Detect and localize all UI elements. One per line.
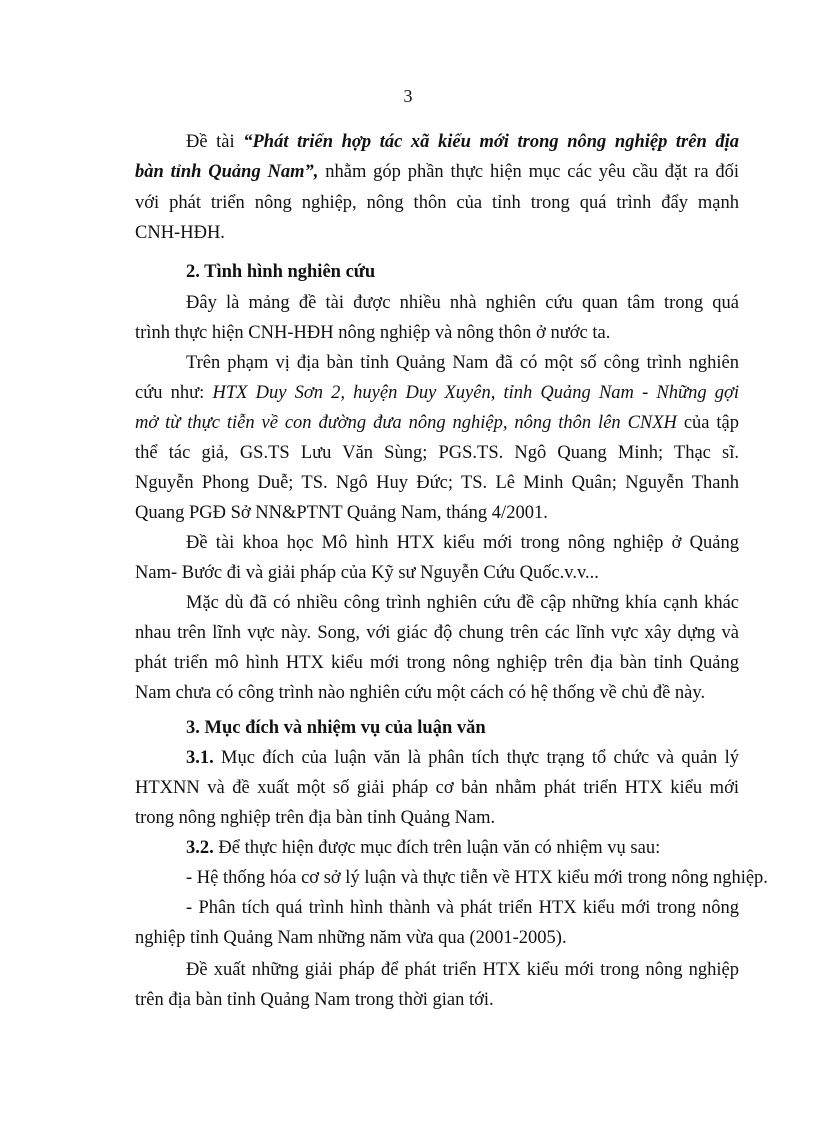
paragraph-3-line-3 xyxy=(135,408,739,438)
text-span: Đề tài xyxy=(186,132,244,152)
paragraph-9-line-2: nghiệp tỉnh Quảng Nam những năm vừa qua (2001-2005). xyxy=(135,928,567,948)
page-number: 3 xyxy=(403,86,413,106)
paragraph-9-line-1: - Phân tích quá trình hình thành và phát triển HTX kiểu mới trong nông xyxy=(186,898,739,918)
section-heading-3: 3. Mục đích và nhiệm vụ của luận văn xyxy=(186,718,486,738)
thesis-title-part-1: “Phát triển hợp tác xã kiểu mới trong nông nghiệp trên địa xyxy=(243,132,739,152)
cited-work-title: HTX Duy Sơn 2, huyện Duy Xuyên, tỉnh Quảng Nam - Những gợi xyxy=(212,383,739,403)
paragraph-5-line-2: nhau trên lĩnh vực này. Song, với giác độ chung trên các lĩnh vực xây dựng và xyxy=(135,623,739,643)
paragraph-5-line-4: Nam chưa có công trình nào nghiên cứu một cách có hệ thống về chủ đề này. xyxy=(135,683,706,703)
thesis-title-part-2: bàn tỉnh Quảng Nam”, xyxy=(135,162,319,182)
paragraph-2-line-2: trình thực hiện CNH-HĐH nông nghiệp và nông thôn ở nước ta. xyxy=(135,323,611,343)
paragraph-6-line-2: HTXNN và đề xuất một số giải pháp cơ bản nhằm phát triển HTX kiểu mới xyxy=(135,778,739,798)
paragraph-4-line-1: Đề tài khoa học Mô hình HTX kiểu mới trong nông nghiệp ở Quảng xyxy=(186,533,739,553)
text-span: nhằm góp phần thực hiện mục các yêu cầu đặt ra đối xyxy=(318,162,739,182)
paragraph-10-line-2: trên địa bàn tỉnh Quảng Nam trong thời gian tới. xyxy=(135,990,494,1010)
paragraph-1-line-4: CNH-HĐH. xyxy=(135,223,225,243)
paragraph-7-line-1 xyxy=(186,833,739,863)
paragraph-1-line-2 xyxy=(135,157,739,187)
paragraph-3-line-4: thể tác giả, GS.TS Lưu Văn Sùng; PGS.TS. Ngô Quang Minh; Thạc sĩ. xyxy=(135,443,739,463)
paragraph-6-line-3: trong nông nghiệp trên địa bàn tỉnh Quảng Nam. xyxy=(135,808,496,828)
paragraph-4-line-2: Nam- Bước đi và giải pháp của Kỹ sư Nguyễn Cứu Quốc.v.v... xyxy=(135,563,599,583)
text-span: cứu như: xyxy=(135,383,213,403)
paragraph-3-line-2 xyxy=(135,378,739,408)
subsection-number: 3.2. xyxy=(186,838,214,858)
paragraph-5-line-1: Mặc dù đã có nhiều công trình nghiên cứu đề cập những khía cạnh khác xyxy=(186,593,739,613)
paragraph-8-line-1: - Hệ thống hóa cơ sở lý luận và thực tiễn về HTX kiểu mới trong nông nghiệp. xyxy=(186,868,768,888)
paragraph-3-line-1: Trên phạm vị địa bàn tỉnh Quảng Nam đã có một số công trình nghiên xyxy=(186,353,739,373)
paragraph-1-line-1 xyxy=(186,127,739,157)
paragraph-3-line-5: Nguyễn Phong Duễ; TS. Ngô Huy Đức; TS. Lê Minh Quân; Nguyễn Thanh xyxy=(135,473,739,493)
cited-work-title-cont: mở từ thực tiễn về con đường đưa nông nghiệp, nông thôn lên CNXH xyxy=(135,413,677,433)
paragraph-1-line-3: với phát triển nông nghiệp, nông thôn của tỉnh trong quá trình đẩy mạnh xyxy=(135,193,739,213)
text-span: của tập xyxy=(676,413,740,433)
section-heading-2: 2. Tình hình nghiên cứu xyxy=(186,262,376,282)
subsection-number: 3.1. xyxy=(186,748,214,768)
text-span: Để thực hiện được mục đích trên luận văn có nhiệm vụ sau: xyxy=(213,838,661,858)
paragraph-2-line-1: Đây là mảng đề tài được nhiều nhà nghiên cứu quan tâm trong quá xyxy=(186,293,739,313)
paragraph-3-line-6: Quang PGĐ Sở NN&PTNT Quảng Nam, tháng 4/2001. xyxy=(135,503,548,523)
paragraph-6-line-1 xyxy=(186,743,739,773)
paragraph-10-line-1: Đề xuất những giải pháp để phát triển HTX kiểu mới trong nông nghiệp xyxy=(186,960,739,980)
text-span: Mục đích của luận văn là phân tích thực trạng tổ chức và quản lý xyxy=(213,748,739,768)
paragraph-5-line-3: phát triển mô hình HTX kiểu mới trong nông nghiệp trên địa bàn tỉnh Quảng xyxy=(135,653,739,673)
